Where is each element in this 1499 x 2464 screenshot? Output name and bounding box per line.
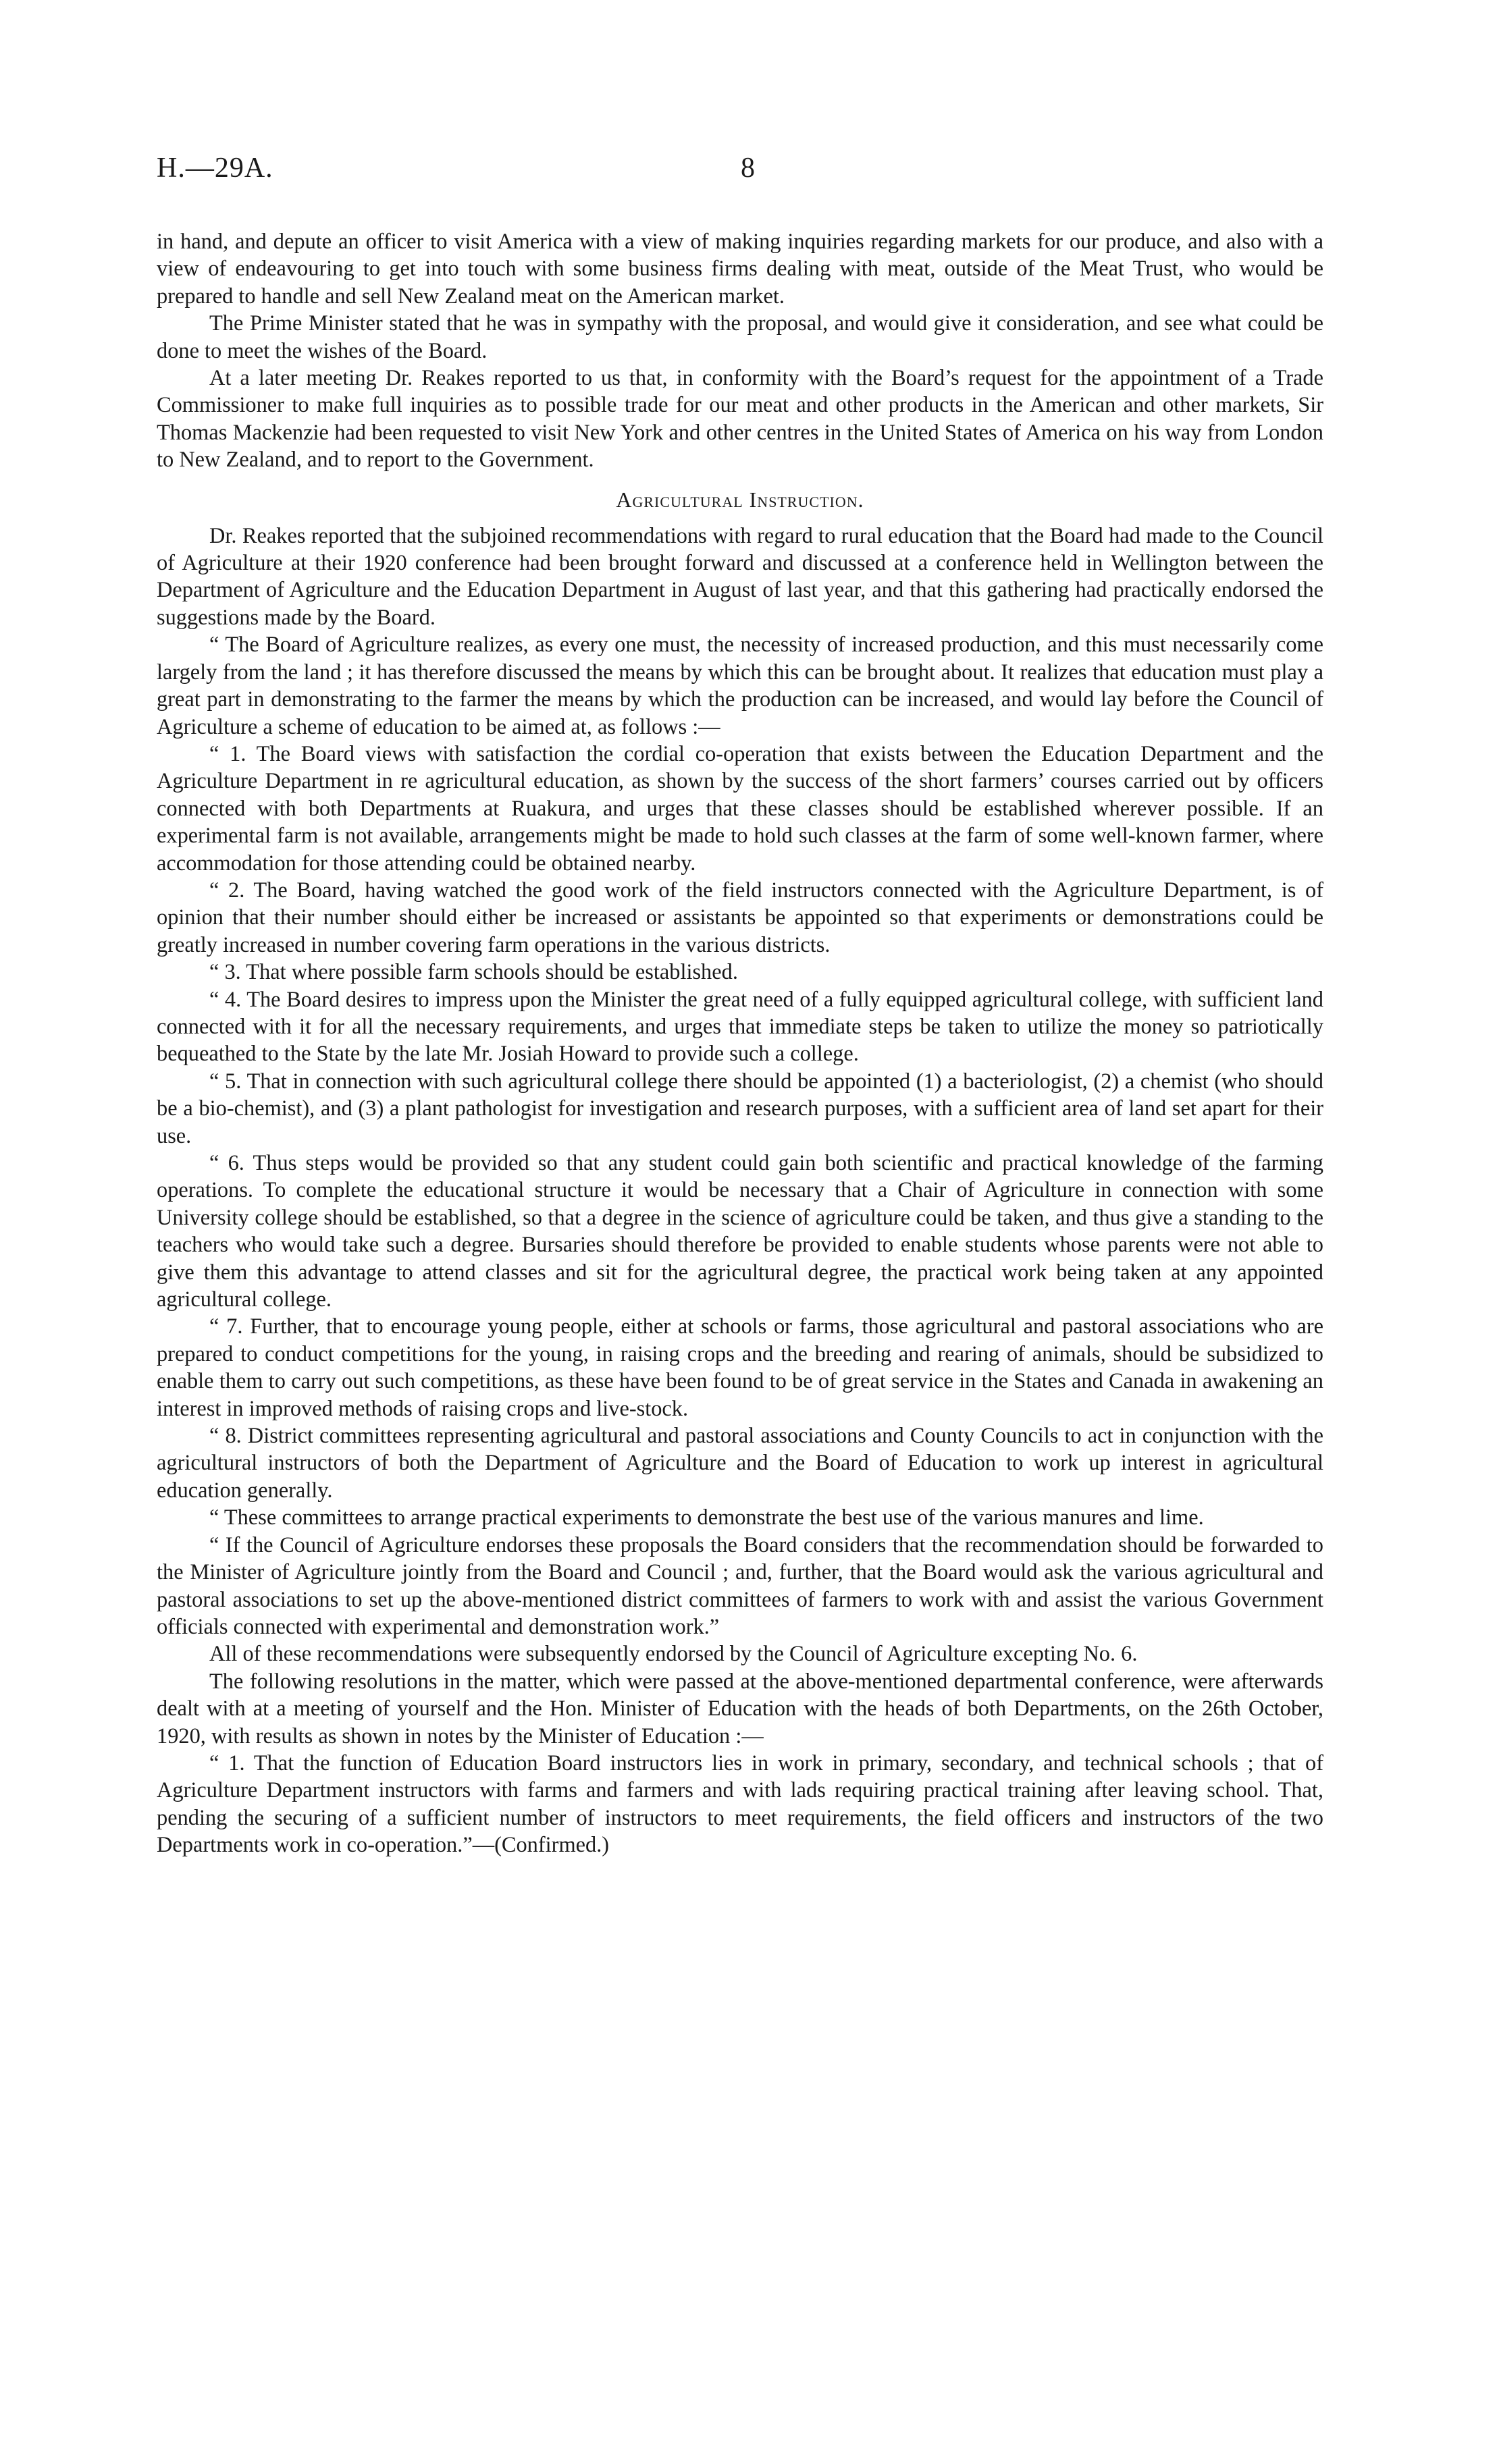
section-heading: Agricultural Instruction.: [616, 487, 864, 512]
recommendation-7: “ 7. Further, that to encourage young people, either at schools or farms, those agricultural and pastoral associations who are prepared to conduct competitions for the young, in raising crops and the breeding and rearing of animals, should be subsidized to enable them to carry out such competitions, as these have been found to be of great service in the States and Canada in awakening an interest in improved methods of raising crops and live-stock.: [157, 1314, 1323, 1421]
recommendation-8: “ 8. District committees representing agricultural and pastoral associations and County Councils to act in conjunction with the agricultural instructors of both the Department of Agriculture and the Board of Education to work up interest in agricultural education generally.: [157, 1424, 1323, 1503]
paragraph-quote: “ The Board of Agriculture realizes, as every one must, the necessity of increased production, and this must necessarily come largely from the land ; it has therefore discussed the means by which this can be brought about. It realizes that education must play a great part in demonstrating to the farmer the means by which the production can be increased, and would lay before the Council of Agriculture a scheme of education to be aimed at, as follows :—: [157, 633, 1323, 739]
paragraph: At a later meeting Dr. Reakes reported to us that, in conformity with the Board’s request for the appointment of a Trade Commissioner to make full inquiries as to possible trade for our meat and other products in the American and other markets, Sir Thomas Mackenzie had been requested to visit New York and other centres in the United States of America on his way from London to New Zealand, and to report to the Government.: [157, 366, 1323, 473]
paragraph: All of these recommendations were subsequently endorsed by the Council of Agriculture excepting No. 6.: [209, 1642, 1138, 1667]
paragraph-quote: “ If the Council of Agriculture endorses these proposals the Board considers that the recommendation should be forwarded to the Minister of Agriculture jointly from the Board and Council ; and, further, that the Board would ask the various agricultural and pastoral associations to set up the above-mentioned district committees of farmers to work with and assist the various Government officials connected with experimental and demonstration work.”: [157, 1532, 1323, 1639]
paragraph: The following resolutions in the matter, which were passed at the above-mentioned departmental conference, were afterwards dealt with at a meeting of yourself and the Hon. Minister of Education with the heads of both Departments, on the 26th October, 1920, with results as shown in notes by the Minister of Education :—: [157, 1669, 1323, 1748]
resolution-1: “ 1. That the function of Education Board instructors lies in work in primary, secondary, and technical schools ; that of Agriculture Department instructors with farms and farmers and with lads requiring practical training after leaving school. That, pending the securing of a sufficient number of instructors to meet requirements, the field officers and instructors of the two Departments work in co-operation.”—(Confirmed.): [157, 1750, 1323, 1858]
recommendation-1: “ 1. The Board views with satisfaction the cordial co-operation that exists between the Education Department and the Agriculture Department in re agricultural education, as shown by the success of the short farmers’ courses carried out by officers connected with both Departments at Ruakura, and urges that these classes should be established wherever possible. If an experimental farm is not available, arrangements might be made to hold such classes at the farm of some well-known farmer, where accommodation for those attending could be obtained nearby.: [157, 741, 1323, 876]
page-header: [157, 152, 1325, 186]
document-reference: H.—29A.: [157, 153, 273, 184]
page-number: 8: [741, 153, 755, 184]
recommendation-2: “ 2. The Board, having watched the good work of the field instructors connected with the Agriculture Department, is of opinion that their number should either be increased or assistants be appointed so that experiments or demonstrations could be greatly increased in number covering farm operations in the various districts.: [157, 878, 1323, 957]
paragraph: The Prime Minister stated that he was in sympathy with the proposal, and would give it consideration, and see what could be done to meet the wishes of the Board.: [157, 311, 1323, 363]
recommendation-4: “ 4. The Board desires to impress upon the Minister the great need of a fully equipped agricultural college, with sufficient land connected with it for all the necessary requirements, and urges that immediate steps be taken to utilize the money so patriotically bequeathed to the State by the late Mr. Josiah Howard to provide such a college.: [157, 987, 1323, 1067]
paragraph: Dr. Reakes reported that the subjoined recommendations with regard to rural education that the Board had made to the Council of Agriculture at their 1920 conference had been brought forward and discussed at a conference held in Wellington between the Department of Agriculture and the Education Department in August of last year, and that this gathering had practically endorsed the suggestions made by the Board.: [157, 523, 1323, 630]
paragraph-continuation: in hand, and depute an officer to visit America with a view of making inquiries regarding markets for our produce, and also with a view of endeavouring to get into touch with some business firms dealing with meat, outside of the Meat Trust, who would be prepared to handle and sell New Zealand meat on the American market.: [157, 230, 1323, 309]
recommendation-6: “ 6. Thus steps would be provided so that any student could gain both scientific and practical knowledge of the farming operations. To complete the educational structure it would be necessary that a Chair of Agriculture in connection with some University college should be established, so that a degree in the science of agriculture could be taken, and thus give a standing to the teachers who would take such a degree. Bursaries should therefore be provided to enable students whose parents were not able to give them this advantage to attend classes and sit for the agricultural degree, the practical work being taken at any appointed agricultural college.: [157, 1151, 1323, 1312]
paragraph-quote: “ These committees to arrange practical experiments to demonstrate the best use of the various manures and lime.: [209, 1505, 1204, 1530]
body-text: [157, 228, 1323, 1859]
recommendation-3: “ 3. That where possible farm schools should be established.: [209, 960, 738, 985]
recommendation-5: “ 5. That in connection with such agricultural college there should be appointed (1) a bacteriologist, (2) a chemist (who should be a bio-chemist), and (3) a plant pathologist for investigation and research purposes, with a sufficient area of land set apart for their use.: [157, 1069, 1323, 1148]
